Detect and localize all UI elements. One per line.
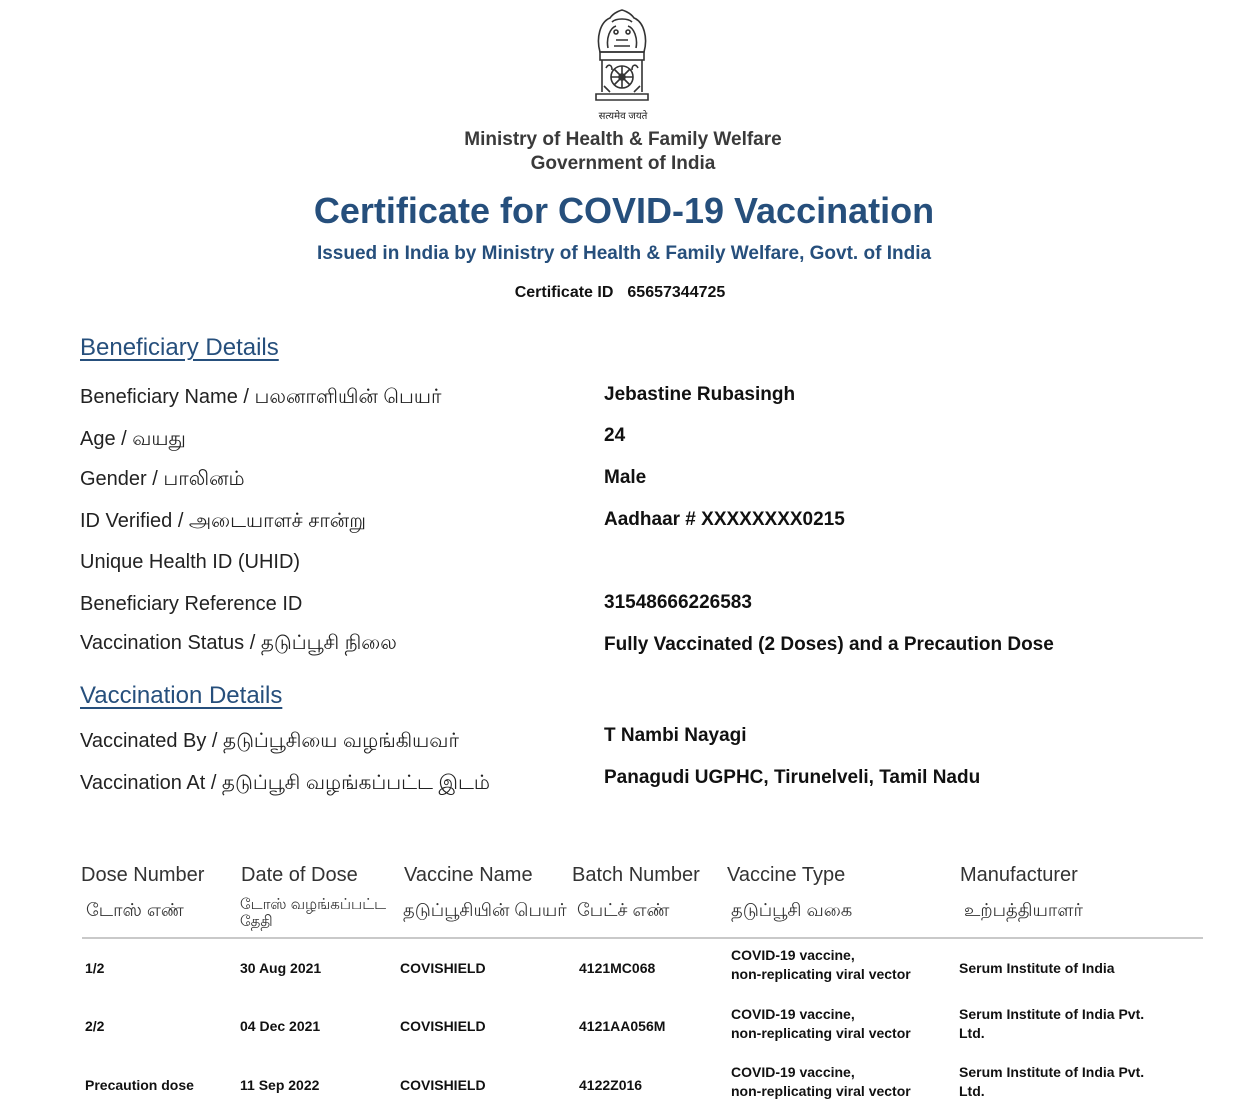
certificate-title: Certificate for COVID-19 Vaccination (313, 190, 935, 231)
age-label: Age / வயது (80, 428, 186, 450)
column-header-manufacturer: Manufacturer (960, 864, 1078, 886)
vaccination-status-label: Vaccination Status / தடுப்பூசி நிலை (80, 632, 397, 654)
reference-id-label: Beneficiary Reference ID (80, 593, 303, 615)
certificate-id (0, 284, 1240, 302)
manufacturer-cell (959, 1005, 1144, 1043)
vaccine-name-cell: COVISHIELD (400, 1018, 486, 1034)
batch-number-cell: 4122Z016 (579, 1077, 643, 1093)
date-of-dose-cell: 30 Aug 2021 (240, 960, 322, 976)
batch-number-cell: 4121MC068 (579, 960, 656, 976)
column-header-vaccine-name-ta: தடுப்பூசியின் பெயர் (403, 900, 567, 920)
column-header-vaccine-type-ta: தடுப்பூசி வகை (731, 900, 853, 920)
column-header-date-of-dose: Date of Dose (241, 864, 358, 886)
dose-number-cell: 2/2 (85, 1018, 105, 1034)
date-of-dose-cell: 04 Dec 2021 (240, 1018, 321, 1034)
motto-text: सत्यमेव जयते (598, 111, 648, 122)
gender-label: Gender / பாலினம் (80, 468, 245, 490)
vaccine-type-cell (731, 1063, 911, 1101)
vaccine-type-cell (731, 1005, 911, 1043)
vaccination-status-value: Fully Vaccinated (2 Doses) and a Precaution Dose (604, 634, 1054, 655)
vaccinated-by-value: T Nambi Nayagi (604, 725, 747, 746)
reference-id-value: 31548666226583 (604, 592, 752, 613)
manufacturer-cell (959, 959, 1115, 978)
batch-number-cell: 4121AA056M (579, 1018, 666, 1034)
beneficiary-heading: Beneficiary Details (80, 334, 279, 361)
certificate-id-value: 65657344725 (627, 284, 726, 301)
vaccine-name-cell: COVISHIELD (400, 960, 486, 976)
gender-value: Male (604, 467, 647, 488)
uhid-label: Unique Health ID (UHID) (80, 551, 301, 573)
issued-by: Issued in India by Ministry of Health & Family Welfare, Govt. of India (316, 243, 932, 264)
manufacturer-line-2: Ltd. (959, 1025, 985, 1041)
ministry-line-1: Ministry of Health & Family Welfare (464, 129, 782, 150)
vaccine-type-line-2: non-replicating viral vector (731, 1025, 911, 1041)
column-header-vaccine-name: Vaccine Name (404, 864, 533, 886)
vaccine-type-cell (731, 946, 911, 984)
table-divider (82, 937, 1203, 939)
dose-number-cell: Precaution dose (85, 1077, 194, 1093)
manufacturer-line-1: Serum Institute of India Pvt. (959, 1006, 1145, 1022)
vaccinated-by-label: Vaccinated By / தடுப்பூசியை வழங்கியவர் (80, 730, 459, 752)
vaccine-type-line-1: COVID-19 vaccine, (731, 947, 855, 963)
manufacturer-line-1: Serum Institute of India (959, 960, 1115, 976)
age-value: 24 (604, 425, 626, 446)
certificate-id-label: Certificate ID (514, 284, 614, 301)
manufacturer-cell (959, 1063, 1144, 1101)
vaccine-type-line-2: non-replicating viral vector (731, 966, 911, 982)
date-of-dose-cell: 11 Sep 2022 (240, 1077, 320, 1093)
vaccine-name-cell: COVISHIELD (400, 1077, 486, 1093)
id-verified-value: Aadhaar # XXXXXXXX0215 (604, 509, 845, 530)
ministry-line-2: Government of India (530, 153, 716, 174)
id-verified-label: ID Verified / அடையாளச் சான்று (80, 510, 366, 532)
state-emblem-icon (586, 8, 658, 112)
column-header-manufacturer-ta: உற்பத்தியாளர் (964, 900, 1083, 920)
vaccination-heading: Vaccination Details (80, 682, 283, 709)
column-header-dose-number-ta: டோஸ் எண் (86, 900, 184, 920)
manufacturer-line-2: Ltd. (959, 1083, 985, 1099)
vaccine-type-line-1: COVID-19 vaccine, (731, 1064, 855, 1080)
ministry-name (400, 128, 846, 176)
vaccinated-at-value: Panagudi UGPHC, Tirunelveli, Tamil Nadu (604, 767, 981, 788)
column-header-batch-number: Batch Number (572, 864, 700, 886)
dose-number-cell: 1/2 (85, 960, 105, 976)
column-header-date-of-dose-ta: டோஸ் வழங்கப்பட்ட தேதி (240, 896, 387, 930)
column-header-dose-number: Dose Number (81, 864, 205, 886)
beneficiary-name-value: Jebastine Rubasingh (604, 384, 796, 405)
manufacturer-line-1: Serum Institute of India Pvt. (959, 1064, 1145, 1080)
vaccine-type-line-2: non-replicating viral vector (731, 1083, 911, 1099)
column-header-batch-number-ta: பேட்ச் எண் (577, 900, 670, 920)
beneficiary-name-label: Beneficiary Name / பலனாளியின் பெயர் (80, 386, 442, 408)
vaccinated-at-label: Vaccination At / தடுப்பூசி வழங்கப்பட்ட இடம் (80, 772, 490, 794)
vaccine-type-line-1: COVID-19 vaccine, (731, 1006, 855, 1022)
column-header-vaccine-type: Vaccine Type (727, 864, 846, 886)
